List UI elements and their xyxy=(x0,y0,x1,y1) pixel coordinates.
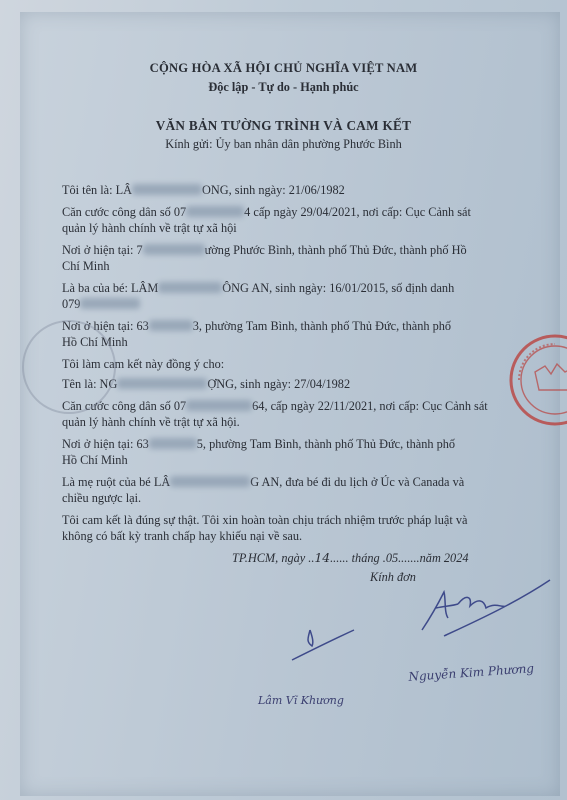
redaction xyxy=(170,476,250,487)
svg-text:Nguyễn Kim Phương: Nguyễn Kim Phương xyxy=(407,661,535,684)
document-title: VĂN BẢN TƯỜNG TRÌNH VÀ CAM KẾT xyxy=(155,118,412,133)
line-id-2: Căn cước công dân số 07 64, cấp ngày 22/11/2021, nơi cấp: Cục Cảnh sát xyxy=(62,399,488,413)
redaction xyxy=(158,282,222,293)
line-commitment: Tôi cam kết là đúng sự thật. Tôi xin hoàn toàn chịu trách nhiệm trước pháp luật và xyxy=(62,513,468,527)
line-name-2: Tên là: NG ỢNG, sinh ngày: 27/04/1982 xyxy=(62,377,351,391)
redaction xyxy=(186,400,252,411)
line-commitment-cont: không có bất kỳ tranh chấp hay khiếu nại về sau. xyxy=(62,529,303,543)
line-father-of: Là ba của bé: LÂM ÔNG AN, sinh ngày: 16/01/2015, số định danh xyxy=(62,281,455,295)
signature-name-right xyxy=(404,648,554,688)
national-title: CỘNG HÒA XÃ HỘI CHỦ NGHĨA VIỆT NAM xyxy=(149,61,418,75)
signature-mark-icon xyxy=(288,624,358,664)
date-day: 14 xyxy=(314,551,331,565)
line-id: Căn cước công dân số 07 4 cấp ngày 29/04/2021, nơi cấp: Cục Cảnh sát xyxy=(62,205,471,219)
line-address-cont: Chí Minh xyxy=(62,259,110,273)
signature-scribble-icon xyxy=(414,578,554,640)
redaction xyxy=(186,206,244,217)
line-id-issuer-2: quản lý hành chính về trật tự xã hội. xyxy=(62,415,240,429)
line-address-3-cont: Hồ Chí Minh xyxy=(62,453,128,467)
date-line: TP.HCM, ngày ..14...... tháng .05.......năm 2024 xyxy=(232,551,469,565)
line-address-2-cont: Hồ Chí Minh xyxy=(62,335,128,349)
addressee: Kính gửi: Ủy ban nhân dân phường Phước Bình xyxy=(165,137,402,151)
line-consent: Tôi làm cam kết này đồng ý cho: xyxy=(62,357,225,371)
redaction xyxy=(143,244,205,255)
date-month: 05 xyxy=(385,551,399,565)
official-seal-icon xyxy=(505,330,567,430)
line-address-3: Nơi ở hiện tại: 63 5, phường Tam Bình, thành phố Thủ Đức, thành phố xyxy=(62,437,456,451)
motto: Độc lập - Tự do - Hạnh phúc xyxy=(208,80,359,94)
line-mother-of-cont: chiều ngược lại. xyxy=(62,491,142,505)
line-name: Tôi tên là: LÂ ONG, sinh ngày: 21/06/1982 xyxy=(62,183,345,197)
redaction xyxy=(80,298,140,309)
sign-label: Kính đơn xyxy=(370,570,416,584)
faded-stamp xyxy=(22,320,116,414)
signature-name-left xyxy=(254,680,374,716)
redaction xyxy=(149,438,197,449)
line-id-issuer: quản lý hành chính về trật tự xã hội xyxy=(62,221,237,235)
redaction xyxy=(149,320,193,331)
redaction xyxy=(117,378,207,389)
line-address: Nơi ở hiện tại: 7 ường Phước Bình, thành phố Thủ Đức, thành phố Hồ xyxy=(62,243,467,257)
line-id-number: 079 xyxy=(62,297,140,312)
line-mother-of: Là mẹ ruột của bé LÂ G AN, đưa bé đi du lịch ở Úc và Canada và xyxy=(62,475,465,489)
line-address-2: Nơi ở hiện tại: 63 3, phường Tam Bình, thành phố Thủ Đức, thành phố xyxy=(62,319,452,333)
redaction xyxy=(132,184,202,195)
svg-text:Lâm Vĩ Khương: Lâm Vĩ Khương xyxy=(258,694,344,707)
